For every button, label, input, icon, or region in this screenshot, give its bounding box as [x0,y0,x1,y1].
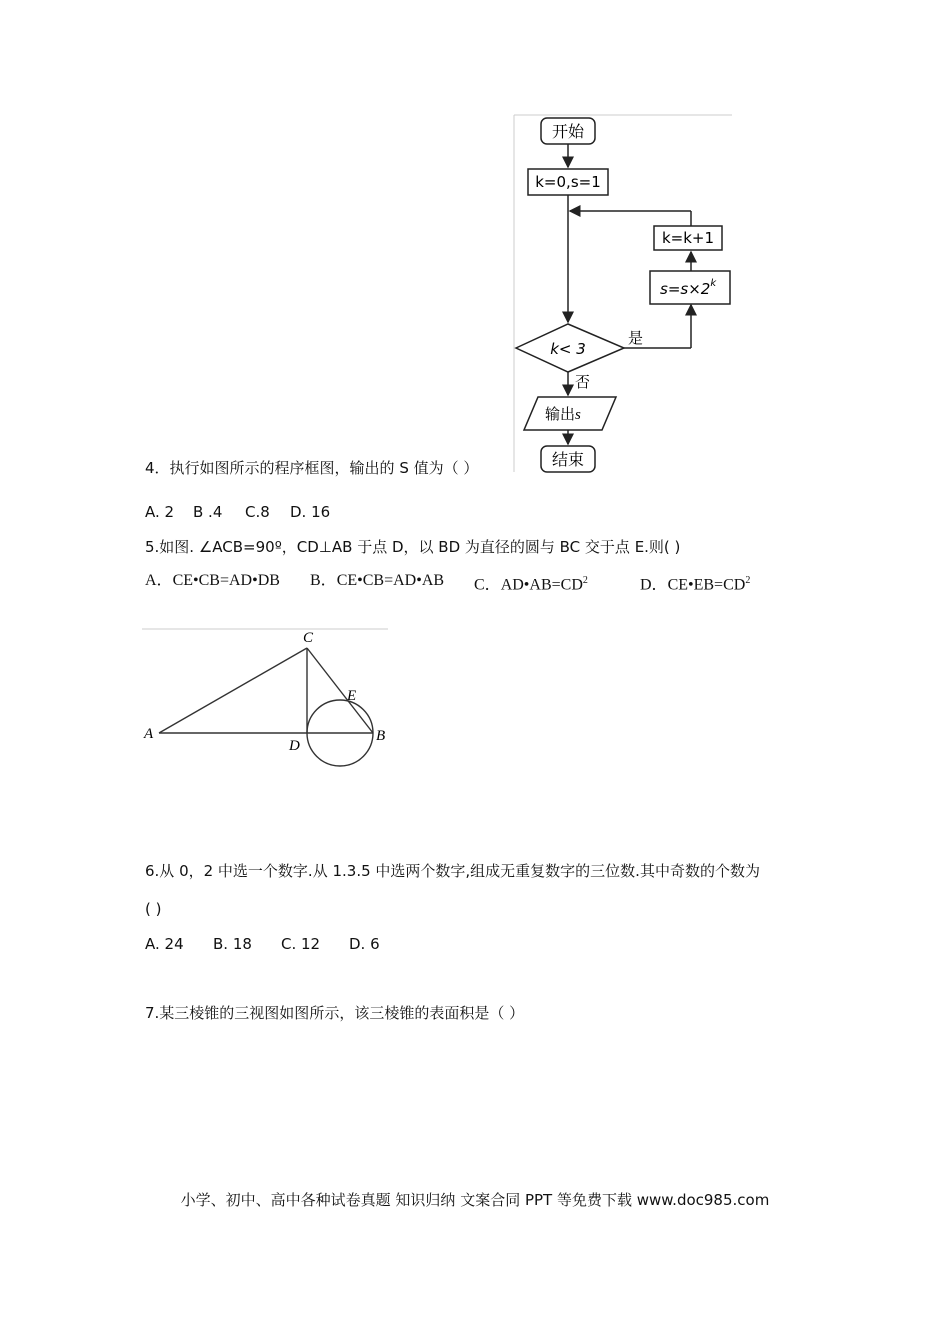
svg-text:s=s×2k: $s=s\times 2^k$ [660,278,717,298]
q6-option-d: D. 6 [349,935,380,953]
q4-option-d: D. 16 [290,503,331,521]
q4-stem: 4．执行如图所示的程序框图，输出的 S 值为（ ） [145,459,479,477]
flow-update-s-node [650,271,730,304]
svg-text:开始: 开始 [551,122,585,141]
label-c: C [303,630,314,646]
svg-text:结束: 结束 [551,450,585,469]
q6-option-b: B. 18 [213,935,252,953]
q5-option-b: B．CE•CB=AD•AB [310,572,445,589]
flow-no-label: 否 [575,373,591,391]
q6-paren: ( ) [145,900,162,918]
flow-yes-label: 是 [628,329,644,347]
q4-option-a: A. 2 [145,503,175,521]
q6-stem: 6.从 0，2 中选一个数字.从 1.3.5 中选两个数字,组成无重复数字的三位数.其中奇数的个数为 [145,862,760,880]
q6-option-a: A. 24 [145,935,184,953]
label-b: B [376,728,386,744]
q5-stem: 5.如图. ∠ACB=90º，CD⊥AB 于点 D，以 BD 为直径的圆与 BC 交于点 E.则( ) [145,538,681,556]
segment-ac [159,648,307,733]
svg-text:输出s: 输出s [545,405,581,423]
q4-option-b: B .4 [193,503,223,521]
flow-output-node [524,397,616,430]
flow-condition-node [516,324,624,372]
svg-text:k=k+1: k=k+1 [661,229,715,247]
svg-text:k< 3: k< 3 [550,340,586,358]
label-e: E [347,688,357,704]
q5-option-a: A．CE•CB=AD•DB [145,572,280,589]
flow-update-k-node [654,226,722,250]
triangle-circle-figure [140,626,390,776]
segment-cb [307,648,373,733]
flow-init-node [528,169,608,195]
flowchart-figure [508,112,738,480]
q6-option-c: C. 12 [281,935,321,953]
q4-option-c: C.8 [245,503,270,521]
label-d: D [289,738,300,754]
page-footer: 小学、初中、高中各种试卷真题 知识归纳 文案合同 PPT 等免费下载 www.doc985.com [180,1191,770,1209]
flow-start-node [541,118,595,144]
svg-text:k=0,s=1: k=0,s=1 [535,173,601,191]
q5-option-d: D．$CE•EB=CD^2$ [640,575,751,594]
flow-end-node [541,446,595,472]
label-a: A [144,726,154,742]
q5-option-c: C．$AD•AB=CD^2$ [474,575,588,594]
q7-stem: 7.某三棱锥的三视图如图所示，该三棱锥的表面积是（ ） [145,1004,525,1022]
